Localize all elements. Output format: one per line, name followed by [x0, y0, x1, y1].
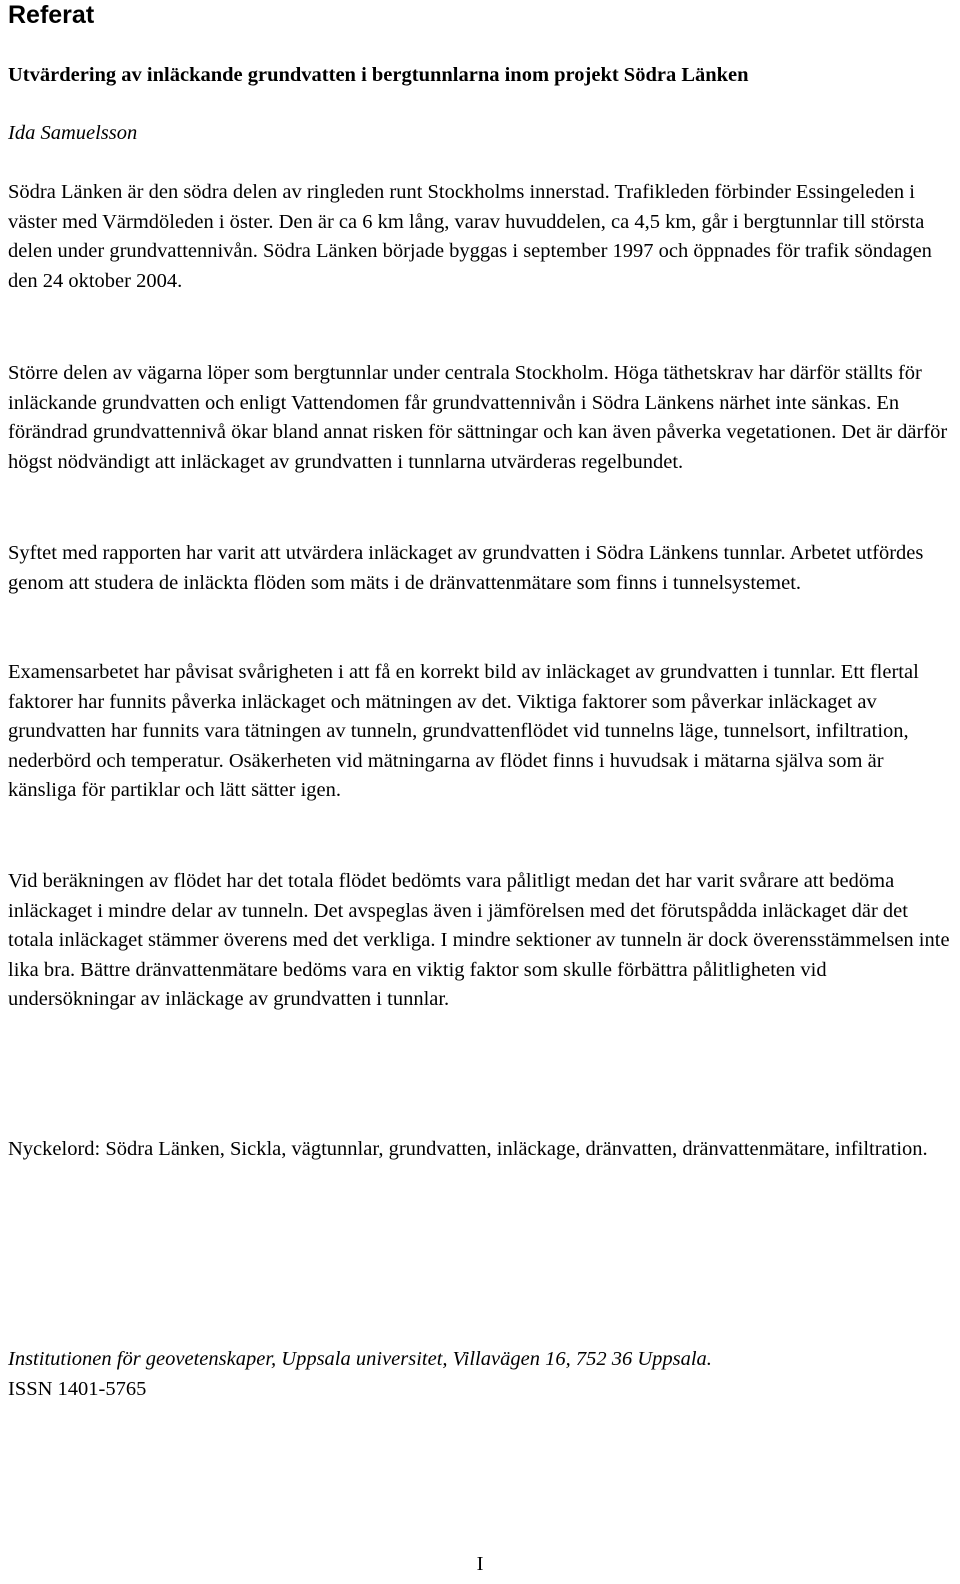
institution-address: Institutionen för geovetenskaper, Uppsala universitet, Villavägen 16, 752 36 Uppsala.	[8, 1348, 712, 1370]
report-title: Utvärdering av inläckande grundvatten i bergtunnlarna inom projekt Södra Länken	[8, 64, 749, 86]
keywords: Nyckelord: Södra Länken, Sickla, vägtunnlar, grundvatten, inläckage, dränvatten, dränvattenmätare, infiltration.	[8, 1138, 928, 1160]
abstract-paragraph-1: Södra Länken är den södra delen av ringleden runt Stockholms innerstad. Trafikleden förbinder Essingeleden i väster med Värmdöleden i öster. Den är ca 6 km lång, varav huvuddelen, ca 4,5 km, går i bergtunnlar till största delen under grundvattennivån. Södra Länken började byggas i september 1997 och öppnades för trafik söndagen den 24 oktober 2004.	[8, 181, 932, 292]
abstract-paragraph-2: Större delen av vägarna löper som bergtunnlar under centrala Stockholm. Höga täthetskrav har därför ställts för inläckande grundvatten och enligt Vattendomen får grundvattennivån i Södra Länkens närhet inte sänkas. En förändrad grundvattennivå ökar bland annat risken för sättningar och kan även påverka vegetationen. Det är därför högst nödvändigt att inläckaget av grundvatten i tunnlarna utvärderas regelbundet.	[8, 362, 948, 473]
issn-number: ISSN 1401-5765	[8, 1377, 147, 1400]
section-heading: Referat	[8, 1, 95, 29]
institution-block	[8, 1345, 952, 1404]
page-number: I	[476, 1553, 484, 1575]
abstract-paragraph-5: Vid beräkningen av flödet har det totala flödet bedömts vara pålitligt medan det har varit svårare att bedöma inläckaget i mindre delar av tunneln. Det avspeglas även i jämförelsen med det förutspådda inläckaget där det totala inläckaget stämmer överens med det verkliga. I mindre sektioner av tunneln är dock överensstämmelsen inte lika bra. Bättre dränvattenmätare bedöms vara en viktig faktor som skulle förbättra pålitligheten vid undersökningar av inläckage av grundvatten i tunnlar.	[8, 870, 950, 1011]
abstract-paragraph-3: Syftet med rapporten har varit att utvärdera inläckaget av grundvatten i Södra Länkens tunnlar. Arbetet utfördes genom att studera de inläckta flöden som mäts i de dränvattenmätare som finns i tunnelsystemet.	[8, 542, 924, 594]
abstract-paragraph-4: Examensarbetet har påvisat svårigheten i att få en korrekt bild av inläckaget av grundvatten i tunnlar. Ett flertal faktorer har funnits påverka inläckaget och mätningen av det. Viktiga faktorer som påverkar inläckaget av grundvatten har funnits vara tätningen av tunneln, grundvattenflödet vid tunnelns läge, tunnelsort, infiltration, nederbörd och temperatur. Osäkerheten vid mätningarna av flödet finns i huvudsak i mätarna själva som är känsliga för partiklar och lätt sätter igen.	[8, 661, 919, 802]
author-name: Ida Samuelsson	[8, 122, 138, 144]
